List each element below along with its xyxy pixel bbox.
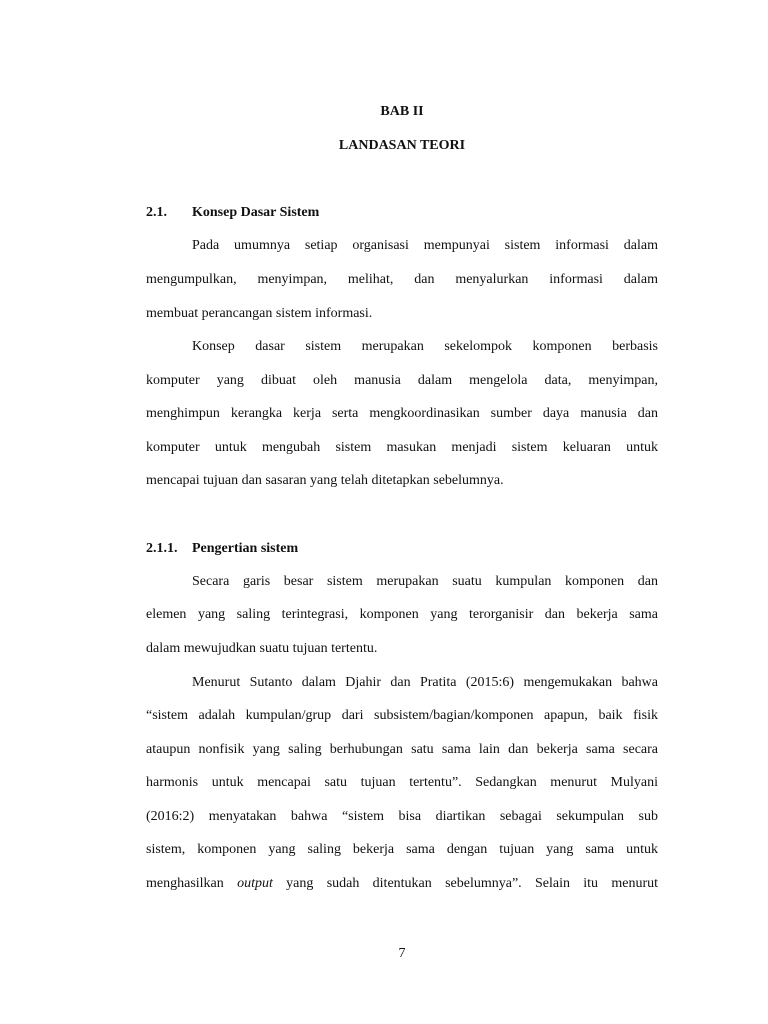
section-title: Konsep Dasar Sistem	[192, 205, 320, 220]
section-number: 2.1.	[146, 205, 167, 220]
paragraph-line: Pada umumnya setiap organisasi mempunyai sistem informasi dalam	[192, 238, 658, 253]
paragraph-line: menghimpun kerangka kerja serta mengkoordinasikan sumber daya manusia dan	[146, 406, 658, 421]
paragraph-line: ataupun nonfisik yang saling berhubungan satu sama lain dan bekerja sama secara	[146, 742, 658, 757]
paragraph-line: Secara garis besar sistem merupakan suatu kumpulan komponen dan	[192, 574, 658, 589]
section-number: 2.1.1.	[146, 541, 178, 556]
paragraph-line: “sistem adalah kumpulan/grup dari subsistem/bagian/komponen apapun, baik fisik	[146, 708, 658, 723]
paragraph-line: komputer yang dibuat oleh manusia dalam mengelola data, menyimpan,	[146, 373, 658, 388]
section-heading-2-1-1	[146, 541, 298, 557]
section-title: Pengertian sistem	[192, 541, 299, 556]
paragraph-line: mengumpulkan, menyimpan, melihat, dan menyalurkan informasi dalam	[146, 272, 658, 287]
text-run: menghasilkan	[146, 876, 224, 891]
chapter-title: LANDASAN TEORI	[338, 138, 466, 153]
italic-term: output	[237, 876, 273, 891]
paragraph-line	[146, 876, 658, 892]
paragraph-line: (2016:2) menyatakan bahwa “sistem bisa diartikan sebagai sekumpulan sub	[146, 809, 658, 824]
paragraph-line: Konsep dasar sistem merupakan sekelompok komponen berbasis	[192, 339, 658, 354]
paragraph-line: sistem, komponen yang saling bekerja sama dengan tujuan yang sama untuk	[146, 842, 658, 857]
paragraph-line: harmonis untuk mencapai satu tujuan tertentu”. Sedangkan menurut Mulyani	[146, 775, 658, 790]
text-run: yang sudah ditentukan sebelumnya”. Selain itu menurut	[286, 876, 659, 891]
paragraph-line: komputer untuk mengubah sistem masukan menjadi sistem keluaran untuk	[146, 440, 658, 455]
paragraph-line: dalam mewujudkan suatu tujuan tertentu.	[146, 641, 378, 656]
section-heading-2-1	[146, 205, 319, 221]
paragraph-line: membuat perancangan sistem informasi.	[146, 306, 373, 321]
chapter-number: BAB II	[380, 104, 424, 119]
paragraph-line: Menurut Sutanto dalam Djahir dan Pratita (2015:6) mengemukakan bahwa	[192, 675, 658, 690]
paragraph-line: mencapai tujuan dan sasaran yang telah ditetapkan sebelumnya.	[146, 473, 504, 488]
page-number: 7	[398, 946, 406, 961]
paragraph-line: elemen yang saling terintegrasi, komponen yang terorganisir dan bekerja sama	[146, 607, 658, 622]
